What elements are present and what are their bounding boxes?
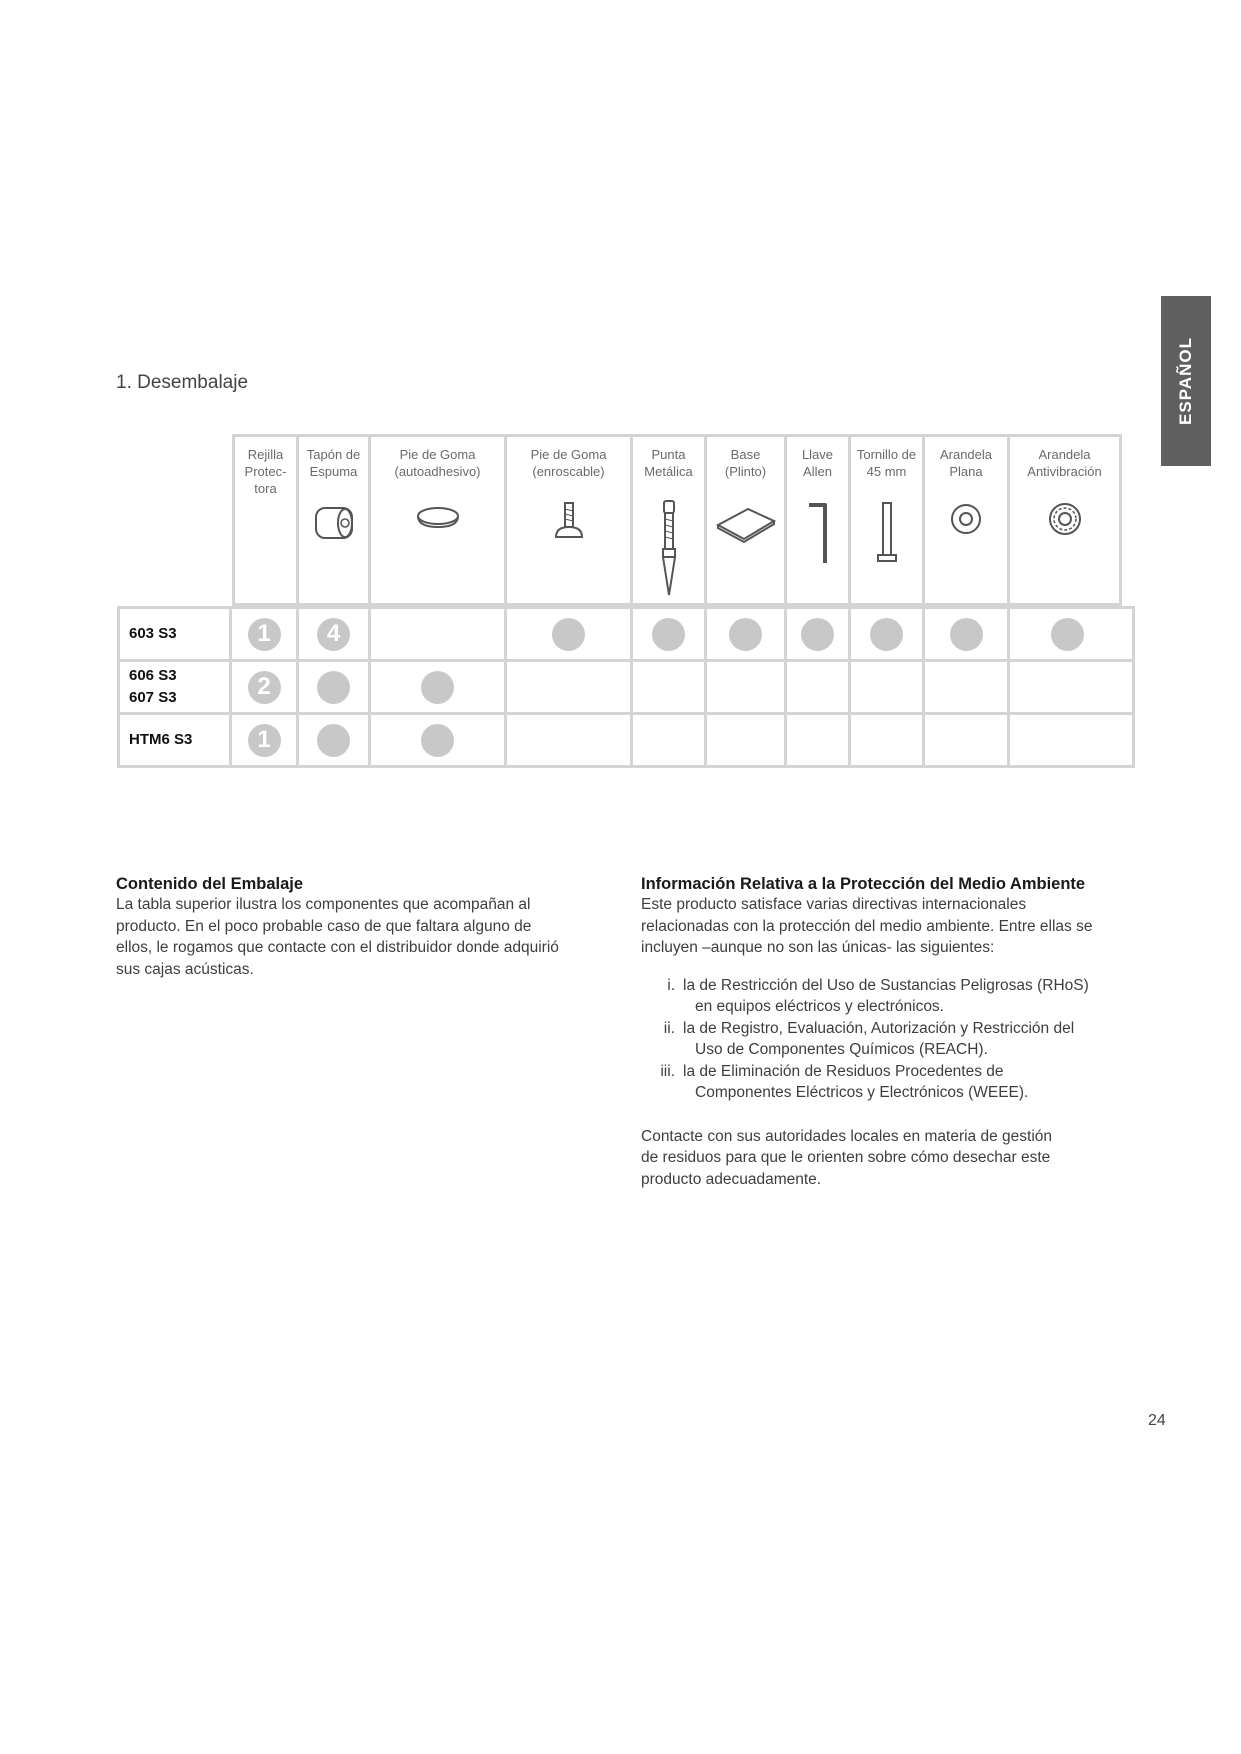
packaging-contents-text — [116, 894, 596, 980]
text-line: Este producto satisface varias directivas internacionales — [641, 896, 1027, 913]
antivibration-washer-icon — [1010, 499, 1119, 599]
list-item-text: la de Eliminación de Residuos Procedentes de — [683, 1062, 1004, 1080]
model-name-line: 603 S3 — [129, 625, 177, 642]
list-item — [641, 1018, 1141, 1061]
text-line: de residuos para que le orienten sobre cómo desechar este — [641, 1149, 1051, 1166]
quantity-dot — [317, 671, 350, 704]
list-item-text: en equipos eléctricos y electrónicos. — [695, 998, 944, 1015]
table-cell — [507, 715, 633, 765]
table-cell — [232, 715, 299, 765]
packaging-contents-section — [116, 874, 596, 980]
table-cell — [851, 715, 925, 765]
component-label-line: Pie de Goma — [530, 447, 607, 462]
list-item-text: Componentes Eléctricos y Electrónicos (WEEE). — [695, 1084, 1029, 1101]
table-cell — [925, 662, 1010, 712]
table-cell — [633, 715, 707, 765]
table-row — [120, 609, 1132, 659]
table-cell — [232, 662, 299, 712]
component-label — [371, 446, 504, 480]
table-cell — [1010, 662, 1125, 712]
directives-list — [641, 975, 1141, 1104]
table-cell — [299, 609, 371, 659]
text-line: producto. En el poco probable caso de que faltara alguno de — [116, 917, 532, 935]
page-number: 24 — [1148, 1412, 1166, 1429]
quantity-dot — [552, 618, 585, 651]
text-line: ellos, le rogamos que contacte con el distribuidor donde adquirió — [116, 939, 559, 956]
table-cell — [787, 609, 851, 659]
table-cell — [707, 715, 787, 765]
components-table — [117, 606, 1135, 768]
language-tab-label: ESPAÑOL — [1176, 337, 1196, 425]
component-header-tornillo-45mm — [848, 434, 922, 606]
component-label — [851, 446, 922, 480]
table-cell — [851, 662, 925, 712]
quantity-dot — [870, 618, 903, 651]
table-cell — [507, 662, 633, 712]
table-cell — [633, 609, 707, 659]
table-cell — [1010, 609, 1125, 659]
component-label-line: (enroscable) — [532, 464, 605, 479]
model-name-line: HTM6 S3 — [129, 731, 193, 748]
table-cell — [1010, 715, 1125, 765]
environment-intro — [641, 894, 1141, 959]
list-item — [641, 1061, 1141, 1104]
text-line: incluyen –aunque no son las únicas- las siguientes: — [641, 939, 995, 956]
text-line: Contacte con sus autoridades locales en materia de gestión — [641, 1127, 1052, 1145]
component-label-line: Llave — [801, 447, 834, 462]
rubber-foot-icon — [371, 499, 504, 599]
component-label-line: Protec- — [244, 464, 287, 479]
table-row — [120, 712, 1132, 765]
text-line: sus cajas acústicas. — [116, 960, 254, 978]
component-label-line: Arandela — [1038, 447, 1091, 462]
component-header-arandela-antivibracion — [1007, 434, 1122, 606]
table-cell — [787, 662, 851, 712]
environment-heading: Información Relativa a la Protección del Medio Ambiente — [641, 875, 1086, 893]
component-label-line: Metálica — [644, 464, 693, 479]
quantity-dot: 2 — [248, 671, 281, 704]
model-name — [120, 662, 232, 712]
component-label — [707, 446, 784, 480]
component-label-line: (Plinto) — [724, 464, 767, 479]
contact-text — [641, 1126, 1141, 1191]
component-header-pie-de-goma-enroscable — [504, 434, 630, 606]
language-tab — [1161, 296, 1211, 466]
environment-section — [641, 874, 1141, 1190]
table-cell — [371, 609, 507, 659]
component-label-line: Arandela — [939, 447, 993, 462]
flat-washer-icon — [925, 499, 1007, 599]
component-label-line: Plana — [949, 464, 983, 479]
component-label-line: Tapón de — [306, 447, 361, 462]
quantity-dot: 4 — [317, 618, 350, 651]
screw-foot-icon — [507, 499, 630, 599]
quantity-dot — [729, 618, 762, 651]
text-line: producto adecuadamente. — [641, 1170, 822, 1188]
bolt-icon — [851, 499, 922, 599]
component-label-line: Base — [730, 447, 761, 462]
packaging-contents-heading: Contenido del Embalaje — [116, 875, 304, 893]
table-cell — [371, 662, 507, 712]
no-icon — [235, 499, 296, 599]
table-cell — [633, 662, 707, 712]
component-label-line: 45 mm — [866, 464, 907, 479]
foam-plug-icon — [299, 499, 368, 599]
table-cell — [707, 609, 787, 659]
quantity-dot — [317, 724, 350, 757]
component-label-line: (autoadhesivo) — [394, 464, 481, 479]
list-item-text: la de Registro, Evaluación, Autorización y Restricción del — [683, 1019, 1075, 1037]
component-label — [299, 446, 368, 480]
quantity-dot: 1 — [248, 618, 281, 651]
quantity-dot — [421, 724, 454, 757]
quantity-dot — [801, 618, 834, 651]
model-name-line: 606 S3 — [129, 667, 177, 684]
model-name — [120, 715, 232, 765]
table-cell — [371, 715, 507, 765]
model-name — [120, 609, 232, 659]
table-cell — [707, 662, 787, 712]
quantity-dot — [1051, 618, 1084, 651]
component-header-rejilla-protectora — [232, 434, 296, 606]
quantity-dot: 1 — [248, 724, 281, 757]
plinth-icon — [707, 499, 784, 599]
component-label-line: tora — [254, 481, 277, 496]
quantity-dot — [421, 671, 454, 704]
component-header-llave-allen — [784, 434, 848, 606]
list-item — [641, 975, 1141, 1018]
table-cell — [299, 715, 371, 765]
table-row — [120, 659, 1132, 712]
list-item-number: i. — [667, 976, 675, 994]
table-cell — [232, 609, 299, 659]
table-cell — [507, 609, 633, 659]
list-item-number: iii. — [660, 1062, 675, 1080]
allen-key-icon — [787, 499, 848, 599]
component-label-line: Punta — [651, 447, 686, 462]
component-header-arandela-plana — [922, 434, 1007, 606]
component-label-line: Rejilla — [247, 447, 284, 462]
component-header-punta-metalica — [630, 434, 704, 606]
component-header-base-plinto — [704, 434, 784, 606]
component-label — [507, 446, 630, 480]
component-label — [925, 446, 1007, 480]
text-line: La tabla superior ilustra los componentes que acompañan al — [116, 896, 531, 913]
spike-icon — [633, 499, 704, 599]
components-header — [232, 434, 1122, 606]
list-item-text: Uso de Componentes Químicos (REACH). — [695, 1041, 988, 1058]
component-label-line: Allen — [803, 464, 832, 479]
quantity-dot — [950, 618, 983, 651]
component-label — [633, 446, 704, 480]
component-label-line: Tornillo de — [856, 447, 917, 462]
component-header-tapon-de-espuma — [296, 434, 368, 606]
model-name-line: 607 S3 — [129, 689, 177, 706]
component-label-line: Antivibración — [1027, 464, 1102, 479]
table-cell — [299, 662, 371, 712]
text-line: relacionadas con la protección del medio ambiente. Entre ellas se — [641, 917, 1093, 935]
component-label-line: Pie de Goma — [399, 447, 476, 462]
component-label-line: Espuma — [309, 464, 358, 479]
quantity-dot — [652, 618, 685, 651]
table-cell — [787, 715, 851, 765]
table-cell — [851, 609, 925, 659]
component-label — [787, 446, 848, 480]
list-item-number: ii. — [663, 1019, 675, 1037]
section-title: 1. Desembalaje — [116, 372, 249, 393]
table-cell — [925, 715, 1010, 765]
table-cell — [925, 609, 1010, 659]
component-label — [1010, 446, 1119, 480]
component-header-pie-de-goma-autoadhesivo — [368, 434, 504, 606]
component-label — [235, 446, 296, 497]
list-item-text: la de Restricción del Uso de Sustancias Peligrosas (RHoS) — [683, 976, 1089, 994]
